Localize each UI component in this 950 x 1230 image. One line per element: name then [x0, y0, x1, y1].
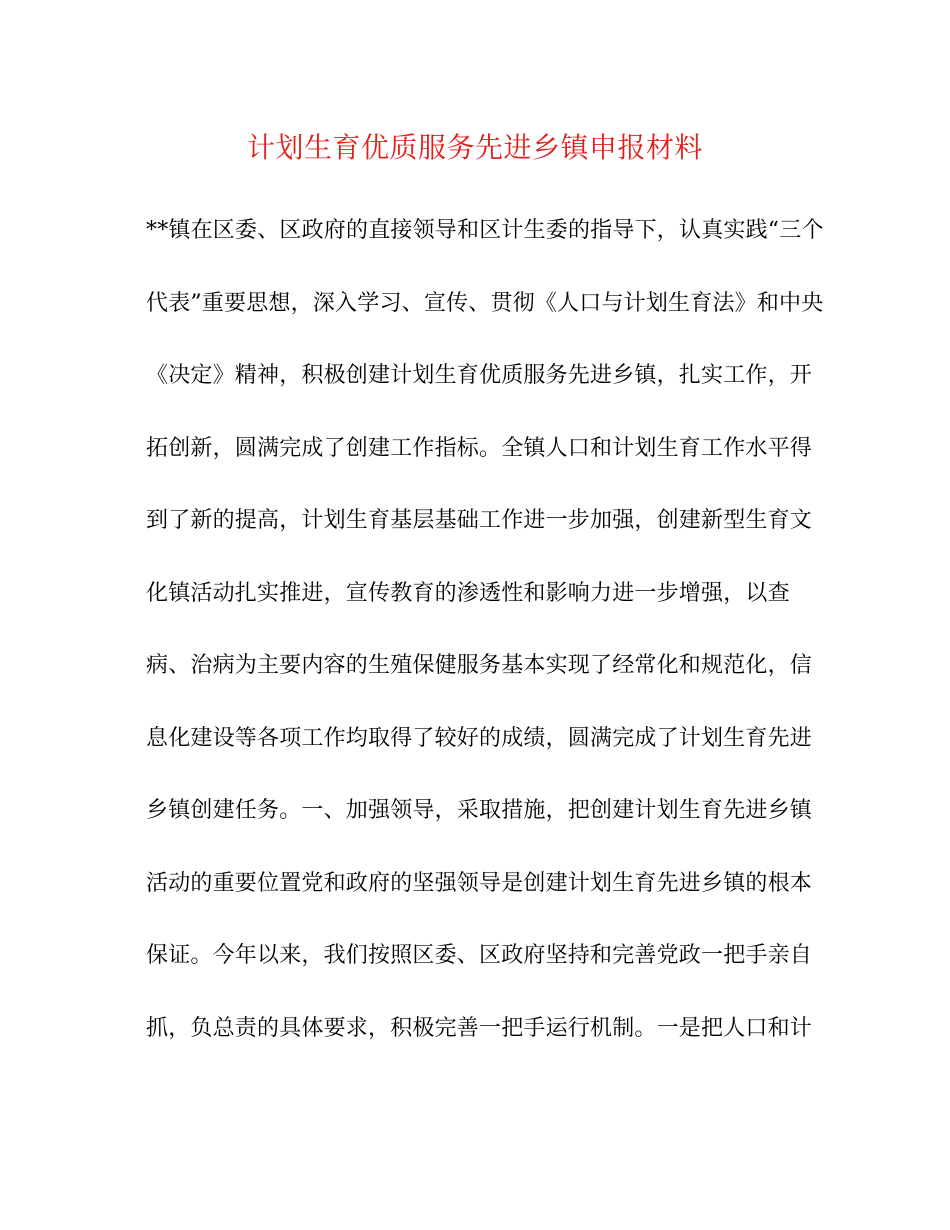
body-line: 保证。今年以来，我们按照区委、区政府坚持和完善党政一把手亲自 [146, 943, 813, 968]
body-line: 到了新的提高，计划生育基层基础工作进一步加强，创建新型生育文 [146, 508, 813, 533]
document-title: 计划生育优质服务先进乡镇申报材料 [246, 131, 703, 164]
body-line: 《决定》精神，积极创建计划生育优质服务先进乡镇，扎实工作，开 [146, 363, 813, 388]
body-line: 息化建设等各项工作均取得了较好的成绩，圆满完成了计划生育先进 [146, 725, 813, 751]
body-line: 活动的重要位置党和政府的坚强领导是创建计划生育先进乡镇的根本 [146, 870, 813, 896]
body-line: 乡镇创建任务。一、加强领导，采取措施，把创建计划生育先进乡镇 [146, 798, 813, 823]
body-line: 病、治病为主要内容的生殖保健服务基本实现了经常化和规范化，信 [146, 653, 813, 678]
document-body [146, 216, 826, 1086]
body-line: 抓，负总责的具体要求，积极完善一把手运行机制。一是把人口和计 [146, 1015, 813, 1041]
body-line: **镇在区委、区政府的直接领导和区计生委的指导下，认真实践“三个 [146, 218, 824, 243]
body-line: 化镇活动扎实推进，宣传教育的渗透性和影响力进一步增强，以查 [146, 580, 790, 606]
body-line: 拓创新，圆满完成了创建工作指标。全镇人口和计划生育工作水平得 [146, 435, 813, 461]
body-line: 代表”重要思想，深入学习、宣传、贯彻《人口与计划生育法》和中央 [146, 290, 824, 316]
